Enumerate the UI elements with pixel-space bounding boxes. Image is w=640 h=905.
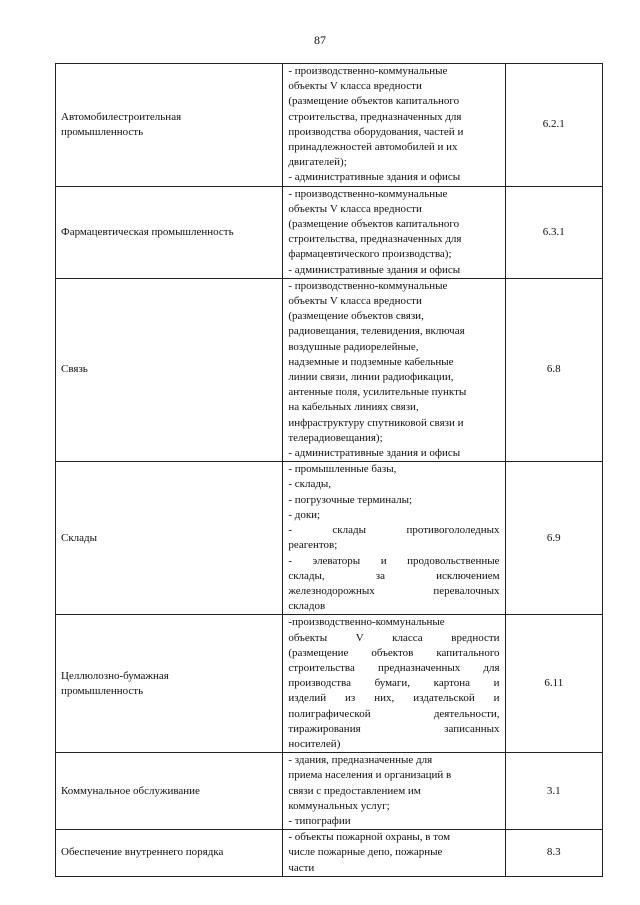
- description-line: строительства предназначенных для: [288, 661, 500, 674]
- land-use-name-cell: [56, 830, 283, 877]
- land-use-name-line: Связь: [61, 363, 88, 376]
- land-use-name-line: Обеспечение внутреннего порядка: [61, 846, 224, 859]
- description-line: склады, за исключением: [288, 569, 500, 582]
- land-use-name-cell: [56, 615, 283, 753]
- classifier-code-cell: 6.8: [505, 278, 602, 461]
- description-line: - доки;: [288, 508, 321, 521]
- description-line: (размещение объектов капитального: [288, 218, 460, 231]
- table-row: [56, 462, 603, 615]
- description-line: на кабельных линиях связи,: [288, 401, 419, 414]
- land-use-name-line: Автомобилестроительная: [61, 110, 182, 123]
- description-line: - производственно-коммунальные: [288, 187, 448, 200]
- description-line: производства бумаги, картона и: [288, 677, 500, 690]
- description-line: - склады противогололедных: [288, 524, 500, 537]
- description-line: объекты V класса вредности: [288, 202, 422, 215]
- description-line: двигателей);: [288, 156, 347, 169]
- description-line: (размещение объектов связи,: [288, 310, 424, 323]
- land-use-name-line: промышленность: [61, 684, 144, 697]
- permitted-use-description-cell: [283, 186, 505, 278]
- description-line: - производственно-коммунальные: [288, 279, 448, 292]
- description-line: изделий из них, издательской и: [288, 692, 500, 705]
- description-line: связи с предоставлением им: [288, 784, 421, 797]
- table-row: [56, 278, 603, 461]
- table-body: [56, 64, 603, 877]
- description-line: - элеваторы и продовольственные: [288, 554, 500, 567]
- permitted-use-description-cell: [283, 462, 505, 615]
- description-line: числе пожарные депо, пожарные: [288, 846, 443, 859]
- description-line: - типографии: [288, 814, 351, 827]
- classifier-code-cell: 6.11: [505, 615, 602, 753]
- description-line: приема населения и организаций в: [288, 769, 452, 782]
- description-line: производства оборудования, частей и: [288, 125, 464, 138]
- description-line: - административные здания и офисы: [288, 447, 461, 460]
- description-line: - объекты пожарной охраны, в том: [288, 831, 451, 844]
- description-line: - промышленные базы,: [288, 463, 397, 476]
- description-line: - производственно-коммунальные: [288, 65, 448, 77]
- description-line: объекты V класса вредности: [288, 295, 422, 308]
- land-use-name-cell: [56, 753, 283, 830]
- description-line: инфраструктуру спутниковой связи и: [288, 416, 464, 429]
- description-line: (размещение объектов капитального: [288, 95, 460, 108]
- description-line: складов: [288, 600, 326, 613]
- description-line: объекты V класса вредности: [288, 80, 422, 93]
- description-line: фармацевтического производства);: [288, 248, 452, 261]
- description-line: надземные и подземные кабельные: [288, 355, 454, 368]
- description-line: линии связи, линии радиофикации,: [288, 371, 454, 384]
- land-use-name-line: промышленность: [61, 125, 144, 138]
- land-use-name-line: Фармацевтическая промышленность: [61, 225, 234, 238]
- permitted-use-description-cell: [283, 615, 505, 753]
- table-row: [56, 830, 603, 877]
- permitted-use-description-cell: [283, 64, 505, 187]
- description-line: - склады,: [288, 478, 332, 491]
- land-use-name-cell: [56, 64, 283, 187]
- description-line: части: [288, 861, 315, 874]
- land-use-name-line: Склады: [61, 531, 98, 544]
- table-row: [56, 753, 603, 830]
- page-number: 87: [314, 33, 326, 47]
- description-line: принадлежностей автомобилей и их: [288, 141, 458, 154]
- description-line: тиражирования записанных: [288, 722, 500, 735]
- table-row: [56, 64, 603, 187]
- table-row: [56, 615, 603, 753]
- description-line: (размещение объектов капитального: [288, 646, 500, 659]
- land-use-name-line: Коммунальное обслуживание: [61, 784, 200, 797]
- description-line: радиовещания, телевидения, включая: [288, 325, 465, 338]
- permitted-use-description-cell: [283, 753, 505, 830]
- zoning-table: [55, 63, 603, 877]
- description-line: реагентов;: [288, 539, 338, 552]
- description-line: - здания, предназначенные для: [288, 754, 433, 767]
- land-use-name-cell: [56, 462, 283, 615]
- description-line: железнодорожных перевалочных: [288, 584, 500, 597]
- description-line: - погрузочные терминалы;: [288, 493, 413, 506]
- description-line: носителей): [288, 737, 341, 750]
- description-line: антенные поля, усилительные пункты: [288, 386, 467, 399]
- land-use-name-line: Целлюлозно-бумажная: [61, 669, 169, 682]
- classifier-code-cell: 6.2.1: [505, 64, 602, 187]
- permitted-use-description-cell: [283, 830, 505, 877]
- classifier-code-cell: 6.3.1: [505, 186, 602, 278]
- land-use-name-cell: [56, 186, 283, 278]
- description-line: телерадиовещания);: [288, 431, 383, 444]
- permitted-use-description-cell: [283, 278, 505, 461]
- description-line: коммунальных услуг;: [288, 799, 390, 812]
- description-line: строительства, предназначенных для: [288, 110, 462, 123]
- classifier-code-cell: 3.1: [505, 753, 602, 830]
- description-line: объекты V класса вредности: [288, 631, 500, 644]
- classifier-code-cell: 6.9: [505, 462, 602, 615]
- description-line: воздушные радиорелейные,: [288, 340, 419, 353]
- description-line: полиграфической деятельности,: [288, 707, 500, 720]
- description-line: -производственно-коммунальные: [288, 616, 445, 629]
- table-row: [56, 186, 603, 278]
- description-line: - административные здания и офисы: [288, 263, 461, 276]
- classifier-code-cell: 8.3: [505, 830, 602, 877]
- description-line: строительства, предназначенных для: [288, 233, 462, 246]
- description-line: - административные здания и офисы: [288, 171, 461, 184]
- land-use-name-cell: [56, 278, 283, 461]
